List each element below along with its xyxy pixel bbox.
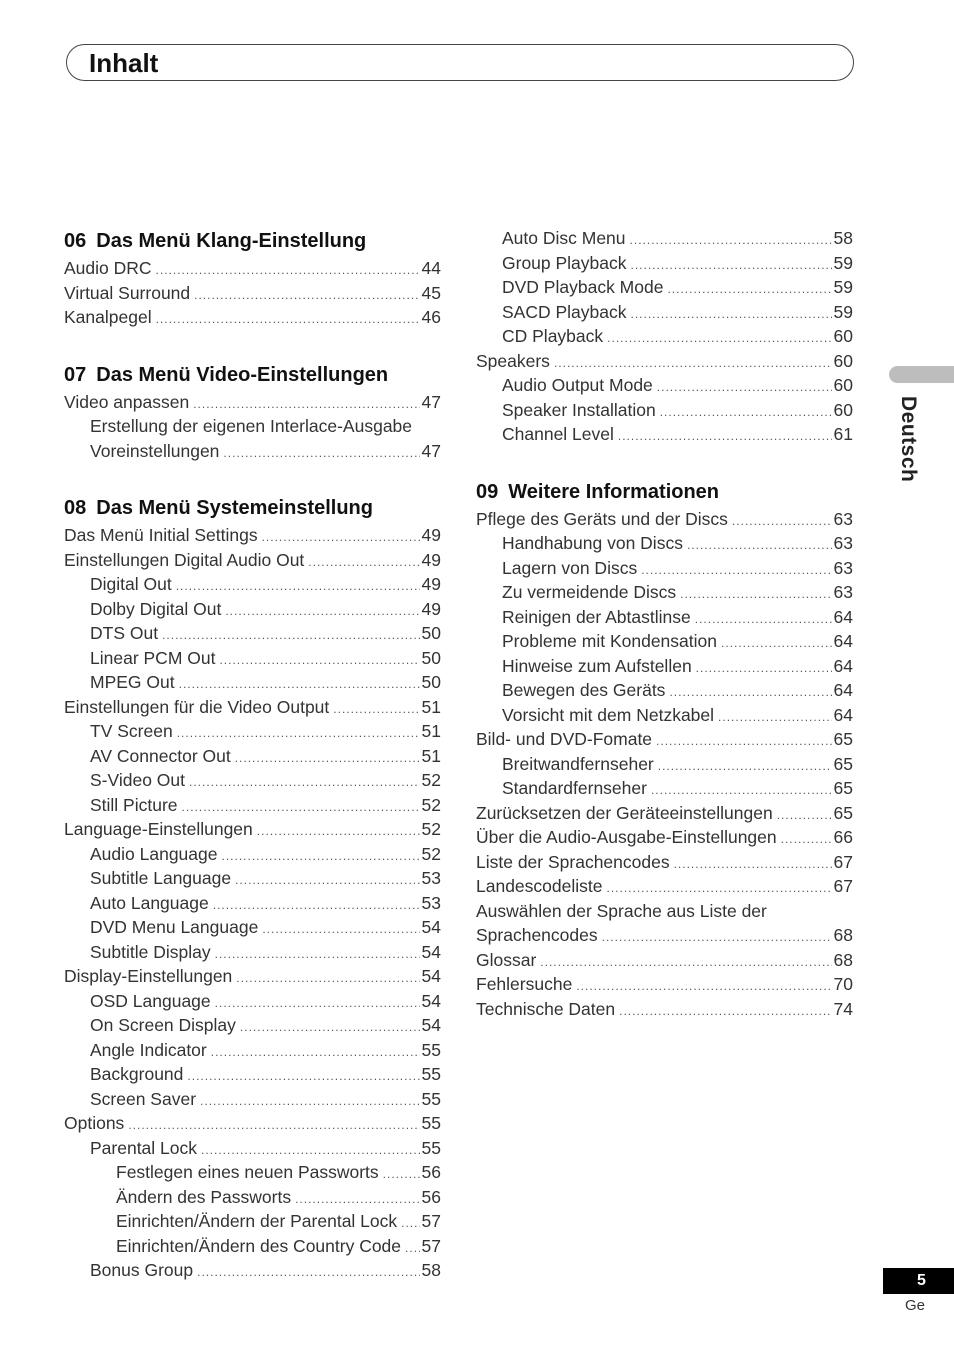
toc-entry[interactable] bbox=[476, 398, 853, 423]
toc-entry[interactable] bbox=[476, 972, 853, 997]
dot-leader bbox=[405, 1236, 420, 1261]
section-number: 07 bbox=[64, 363, 87, 386]
toc-entry-page: 61 bbox=[833, 424, 853, 444]
toc-entry-label: TV Screen bbox=[90, 721, 173, 741]
toc-entry-label: Screen Saver bbox=[90, 1088, 197, 1109]
toc-entry[interactable] bbox=[476, 580, 853, 605]
toc-entry[interactable] bbox=[476, 226, 853, 251]
toc-entry-page: 57 bbox=[421, 1235, 441, 1256]
toc-entry-page: 67 bbox=[833, 851, 853, 872]
dot-leader bbox=[554, 351, 832, 376]
toc-entry-page: 50 bbox=[421, 623, 441, 643]
language-tab-marker bbox=[889, 366, 954, 383]
dot-leader bbox=[194, 283, 419, 308]
toc-entry[interactable] bbox=[64, 1234, 441, 1259]
toc-entry[interactable] bbox=[64, 597, 441, 622]
toc-left-column bbox=[64, 226, 441, 1283]
toc-entry-label: Reinigen der Abtastlinse bbox=[502, 606, 691, 627]
toc-entry-page: 56 bbox=[421, 1186, 441, 1207]
toc-entry-label: Auto Disc Menu bbox=[502, 228, 626, 248]
toc-entry-page: 67 bbox=[833, 876, 853, 896]
toc-entry-page: 54 bbox=[421, 1015, 441, 1035]
dot-leader bbox=[201, 1138, 420, 1163]
dot-leader bbox=[156, 307, 420, 332]
toc-entry-label: Language-Einstellungen bbox=[64, 819, 253, 839]
toc-entry-label: Pflege des Geräts und der Discs bbox=[476, 508, 728, 529]
toc-entry-label: SACD Playback bbox=[502, 301, 627, 322]
toc-entry-page: 49 bbox=[421, 598, 441, 619]
toc-entry-page: 49 bbox=[421, 549, 441, 570]
toc-entry[interactable] bbox=[476, 678, 853, 703]
toc-right-column bbox=[476, 226, 853, 1021]
toc-entry-page: 49 bbox=[421, 525, 441, 545]
toc-entry-page: 54 bbox=[421, 990, 441, 1011]
toc-entry-label: Voreinstellungen bbox=[90, 440, 220, 461]
toc-entry[interactable] bbox=[476, 776, 853, 801]
dot-leader bbox=[176, 574, 420, 599]
toc-entry[interactable] bbox=[64, 439, 441, 464]
dot-leader bbox=[630, 228, 832, 253]
toc-entry-label: Einrichten/Ändern der Parental Lock bbox=[116, 1211, 398, 1231]
toc-entry[interactable] bbox=[64, 744, 441, 769]
toc-entry-page: 53 bbox=[421, 892, 441, 913]
toc-entry-page: 68 bbox=[833, 925, 853, 945]
toc-entry-label: DVD Menu Language bbox=[90, 917, 259, 937]
section-title: Das Menü Systemeinstellung bbox=[96, 497, 373, 519]
section-heading[interactable] bbox=[64, 360, 441, 390]
toc-entry-label: Technische Daten bbox=[476, 998, 616, 1019]
toc-entry-page: 64 bbox=[833, 680, 853, 700]
toc-entry-label: Erstellung der eigenen Interlace-Ausgabe bbox=[90, 416, 413, 436]
toc-entry[interactable] bbox=[64, 817, 441, 842]
dot-leader bbox=[656, 729, 831, 754]
dot-leader bbox=[179, 672, 420, 697]
toc-entry-page: 44 bbox=[421, 258, 441, 278]
dot-leader bbox=[383, 1162, 420, 1187]
toc-entry-page: 64 bbox=[833, 631, 853, 651]
toc-entry-label: Angle Indicator bbox=[90, 1039, 207, 1060]
toc-entry-label: Probleme mit Kondensation bbox=[502, 631, 717, 651]
toc-entry[interactable] bbox=[64, 891, 441, 916]
toc-entry-label: Über die Audio-Ausgabe-Einstellungen bbox=[476, 827, 777, 847]
toc-entry-page: 65 bbox=[833, 753, 853, 774]
dot-leader bbox=[156, 258, 420, 283]
toc-entry-page: 54 bbox=[421, 941, 441, 962]
toc-entry-page: 45 bbox=[421, 282, 441, 303]
page-number: 5 bbox=[883, 1268, 954, 1294]
toc-entry-label: Das Menü Initial Settings bbox=[64, 525, 258, 545]
toc-section bbox=[64, 226, 441, 330]
dot-leader bbox=[257, 819, 420, 844]
toc-entry[interactable] bbox=[64, 1136, 441, 1161]
dot-leader bbox=[660, 400, 832, 425]
toc-entry-label: Ändern des Passworts bbox=[116, 1186, 292, 1207]
section-number: 06 bbox=[64, 230, 87, 252]
dot-leader bbox=[211, 1040, 420, 1065]
toc-entry-label: Options bbox=[64, 1113, 125, 1133]
toc-entry-label: On Screen Display bbox=[90, 1015, 236, 1035]
toc-entry-page: 55 bbox=[421, 1088, 441, 1109]
toc-entry[interactable] bbox=[64, 1087, 441, 1112]
toc-entry-page: 53 bbox=[421, 868, 441, 888]
toc-entry-label: AV Connector Out bbox=[90, 745, 231, 766]
toc-entry-page: 52 bbox=[421, 794, 441, 815]
toc-entry-page: 46 bbox=[421, 307, 441, 327]
dot-leader bbox=[189, 770, 420, 795]
dot-leader bbox=[781, 827, 832, 852]
toc-entry-label: Sprachencodes bbox=[476, 925, 598, 945]
toc-entry[interactable] bbox=[64, 548, 441, 573]
toc-entry-label: Zurücksetzen der Geräteeinstellungen bbox=[476, 802, 773, 823]
toc-entry-label: Audio DRC bbox=[64, 258, 152, 278]
dot-leader bbox=[695, 607, 832, 632]
dot-leader bbox=[606, 876, 831, 901]
dot-leader bbox=[193, 392, 419, 417]
toc-entry-label: Einrichten/Ändern des Country Code bbox=[116, 1235, 402, 1256]
toc-entry-page: 51 bbox=[421, 745, 441, 766]
dot-leader bbox=[631, 302, 832, 327]
dot-leader bbox=[687, 533, 832, 558]
page-language-code: Ge bbox=[905, 1297, 926, 1314]
toc-entry-label: Subtitle Language bbox=[90, 868, 232, 888]
toc-entry-page: 55 bbox=[421, 1039, 441, 1060]
toc-entry-label: OSD Language bbox=[90, 990, 211, 1011]
dot-leader bbox=[732, 509, 832, 534]
toc-entry-page: 59 bbox=[833, 252, 853, 273]
toc-entry-page: 56 bbox=[421, 1162, 441, 1182]
toc-entry[interactable] bbox=[64, 866, 441, 891]
dot-leader bbox=[657, 375, 832, 400]
toc-entry[interactable] bbox=[64, 793, 441, 818]
toc-entry-page: 65 bbox=[833, 729, 853, 749]
dot-leader bbox=[225, 599, 419, 624]
section-number: 08 bbox=[64, 497, 87, 519]
toc-entry-label: Kanalpegel bbox=[64, 307, 152, 327]
toc-entry[interactable] bbox=[476, 948, 853, 973]
toc-entry[interactable] bbox=[64, 695, 441, 720]
toc-entry-label: Parental Lock bbox=[90, 1137, 198, 1158]
toc-entry-page: 47 bbox=[421, 391, 441, 412]
toc-entry-label: Digital Out bbox=[90, 574, 172, 594]
toc-entry-page: 63 bbox=[833, 533, 853, 553]
toc-section bbox=[64, 330, 441, 464]
toc-entry-label: DVD Playback Mode bbox=[502, 277, 664, 297]
toc-entry-label: Channel Level bbox=[502, 424, 614, 444]
dot-leader bbox=[696, 656, 832, 681]
toc-entry-label: Fehlersuche bbox=[476, 974, 573, 994]
dot-leader bbox=[128, 1113, 419, 1138]
dot-leader bbox=[333, 697, 419, 722]
toc-entry[interactable] bbox=[64, 1013, 441, 1038]
toc-entry-label: Bewegen des Geräts bbox=[502, 680, 666, 700]
toc-entry[interactable] bbox=[64, 390, 441, 415]
dot-leader bbox=[658, 754, 832, 779]
toc-entry[interactable] bbox=[64, 646, 441, 671]
dot-leader bbox=[721, 631, 832, 656]
toc-entry[interactable] bbox=[64, 1258, 441, 1283]
toc-entry-page: 58 bbox=[833, 228, 853, 248]
section-title: Weitere Informationen bbox=[508, 480, 720, 503]
toc-entry-page: 66 bbox=[833, 827, 853, 847]
dot-leader bbox=[197, 1260, 419, 1285]
toc-entry-page: 59 bbox=[833, 301, 853, 322]
toc-entry-label: Hinweise zum Aufstellen bbox=[502, 655, 692, 676]
toc-entry-label: S-Video Out bbox=[90, 770, 186, 790]
toc-entry[interactable] bbox=[476, 531, 853, 556]
toc-entry[interactable] bbox=[64, 1062, 441, 1087]
toc-entry-label: Zu vermeidende Discs bbox=[502, 582, 677, 602]
toc-entry[interactable] bbox=[64, 719, 441, 744]
toc-entry[interactable] bbox=[476, 275, 853, 300]
toc-entry-page: 64 bbox=[833, 655, 853, 676]
toc-entry[interactable] bbox=[476, 703, 853, 728]
toc-entry[interactable] bbox=[476, 654, 853, 679]
toc-entry-label: Subtitle Display bbox=[90, 941, 211, 962]
toc-entry-label: Speaker Installation bbox=[502, 399, 656, 420]
toc-entry-label: Background bbox=[90, 1064, 184, 1084]
dot-leader bbox=[235, 868, 419, 893]
toc-entry-page: 60 bbox=[833, 399, 853, 420]
dot-leader bbox=[182, 795, 420, 820]
section-number: 09 bbox=[476, 480, 499, 503]
dot-leader bbox=[618, 424, 832, 449]
dot-leader bbox=[215, 942, 420, 967]
toc-entry-page: 51 bbox=[421, 721, 441, 741]
toc-entry-label: Auto Language bbox=[90, 892, 209, 913]
toc-entry-label: Lagern von Discs bbox=[502, 557, 638, 578]
dot-leader bbox=[674, 852, 832, 877]
toc-entry-label: Breitwandfernseher bbox=[502, 753, 654, 774]
toc-entry[interactable] bbox=[64, 768, 441, 793]
dot-leader bbox=[669, 680, 831, 705]
toc-entry[interactable] bbox=[64, 305, 441, 330]
dot-leader bbox=[576, 974, 831, 999]
toc-entry-label: CD Playback bbox=[502, 326, 604, 346]
toc-entry-page: 57 bbox=[421, 1211, 441, 1231]
dot-leader bbox=[200, 1089, 420, 1114]
dot-leader bbox=[718, 705, 832, 730]
dot-leader bbox=[641, 558, 831, 583]
dot-leader bbox=[401, 1211, 419, 1236]
toc-entry-page: 52 bbox=[421, 843, 441, 864]
toc-entry[interactable] bbox=[476, 801, 853, 826]
toc-entry[interactable] bbox=[64, 414, 441, 439]
toc-entry[interactable] bbox=[64, 964, 441, 989]
toc-entry-label: Bild- und DVD-Fomate bbox=[476, 729, 653, 749]
toc-entry-page: 55 bbox=[421, 1064, 441, 1084]
toc-entry-label: Einstellungen Digital Audio Out bbox=[64, 549, 305, 570]
language-side-label: Deutsch bbox=[897, 396, 920, 483]
toc-entry[interactable] bbox=[476, 850, 853, 875]
toc-entry[interactable] bbox=[476, 605, 853, 630]
toc-entry[interactable] bbox=[476, 349, 853, 374]
toc-entry-label: Still Picture bbox=[90, 794, 178, 815]
dot-leader bbox=[308, 550, 419, 575]
toc-entry-page: 59 bbox=[833, 277, 853, 297]
toc-entry-label: Bonus Group bbox=[90, 1260, 194, 1280]
toc-entry[interactable] bbox=[476, 727, 853, 752]
toc-entry-page: 60 bbox=[833, 350, 853, 371]
toc-entry[interactable] bbox=[64, 523, 441, 548]
dot-leader bbox=[602, 925, 832, 950]
toc-entry[interactable] bbox=[476, 825, 853, 850]
toc-entry[interactable] bbox=[64, 670, 441, 695]
toc-entry-page: 49 bbox=[421, 574, 441, 594]
toc-entry-label: MPEG Out bbox=[90, 672, 175, 692]
dot-leader bbox=[177, 721, 420, 746]
toc-section bbox=[64, 463, 441, 1283]
dot-leader bbox=[777, 803, 832, 828]
toc-entry-page: 74 bbox=[833, 998, 853, 1019]
toc-entry[interactable] bbox=[64, 1185, 441, 1210]
toc-entry-page: 64 bbox=[833, 606, 853, 627]
toc-entry-page: 55 bbox=[421, 1113, 441, 1133]
toc-entry-page: 68 bbox=[833, 949, 853, 970]
toc-entry-label: Audio Language bbox=[90, 843, 218, 864]
dot-leader bbox=[651, 778, 832, 803]
toc-entry[interactable] bbox=[476, 507, 853, 532]
toc-entry-page: 63 bbox=[833, 508, 853, 529]
dot-leader bbox=[667, 277, 831, 302]
dot-leader bbox=[215, 991, 420, 1016]
toc-entry[interactable] bbox=[64, 621, 441, 646]
toc-entry[interactable] bbox=[476, 300, 853, 325]
section-heading[interactable] bbox=[476, 477, 853, 507]
section-title: Das Menü Video-Einstellungen bbox=[96, 363, 389, 386]
toc-entry[interactable] bbox=[476, 251, 853, 276]
toc-entry[interactable] bbox=[476, 422, 853, 447]
toc-entry[interactable] bbox=[476, 752, 853, 777]
toc-entry-page: 52 bbox=[421, 770, 441, 790]
toc-entry-page: 70 bbox=[833, 974, 853, 994]
toc-entry-page: 52 bbox=[421, 819, 441, 839]
toc-entry[interactable] bbox=[64, 1111, 441, 1136]
toc-entry-label: Display-Einstellungen bbox=[64, 966, 233, 986]
toc-entry-label: Handhabung von Discs bbox=[502, 533, 683, 553]
section-heading[interactable] bbox=[64, 493, 441, 523]
dot-leader bbox=[223, 441, 419, 466]
dot-leader bbox=[219, 648, 419, 673]
toc-entry-label: Linear PCM Out bbox=[90, 647, 216, 668]
toc-entry-page: 50 bbox=[421, 672, 441, 692]
dot-leader bbox=[235, 746, 420, 771]
toc-entry[interactable] bbox=[476, 923, 853, 948]
dot-leader bbox=[236, 966, 419, 991]
toc-entry-page: 65 bbox=[833, 802, 853, 823]
toc-entry-page: 55 bbox=[421, 1137, 441, 1158]
toc-entry-label: Einstellungen für die Video Output bbox=[64, 696, 330, 717]
toc-entry-label: Standardfernseher bbox=[502, 778, 647, 798]
toc-entry[interactable] bbox=[476, 373, 853, 398]
toc-entry-label: Video anpassen bbox=[64, 391, 190, 412]
toc-entry-label: DTS Out bbox=[90, 623, 159, 643]
toc-entry-label: Glossar bbox=[476, 949, 537, 970]
toc-entry-page: 60 bbox=[833, 375, 853, 395]
toc-entry-label: Virtual Surround bbox=[64, 282, 191, 303]
toc-entry-page: 51 bbox=[421, 696, 441, 717]
toc-entry[interactable] bbox=[64, 1038, 441, 1063]
dot-leader bbox=[213, 893, 420, 918]
page-title: Inhalt bbox=[89, 48, 159, 78]
toc-entry-page: 65 bbox=[833, 778, 853, 798]
dot-leader bbox=[680, 582, 831, 607]
toc-entry[interactable] bbox=[476, 324, 853, 349]
dot-leader bbox=[607, 326, 831, 351]
toc-entry-label: Dolby Digital Out bbox=[90, 598, 222, 619]
title-bar bbox=[66, 44, 854, 81]
toc-entry[interactable] bbox=[64, 940, 441, 965]
toc-entry[interactable] bbox=[64, 842, 441, 867]
toc-entry-label: Group Playback bbox=[502, 252, 627, 273]
toc-entry-label: Landescodeliste bbox=[476, 876, 603, 896]
dot-leader bbox=[619, 999, 831, 1024]
toc-entry[interactable] bbox=[64, 915, 441, 940]
toc-entry-label: Auswählen der Sprache aus Liste der bbox=[476, 900, 767, 921]
toc-entry[interactable] bbox=[476, 899, 853, 924]
dot-leader bbox=[187, 1064, 419, 1089]
toc-entry[interactable] bbox=[64, 1160, 441, 1185]
dot-leader bbox=[631, 253, 832, 278]
toc-entry-label: Vorsicht mit dem Netzkabel bbox=[502, 704, 715, 725]
dot-leader bbox=[295, 1187, 419, 1212]
dot-leader bbox=[240, 1015, 420, 1040]
toc-entry[interactable] bbox=[476, 997, 853, 1022]
toc-section bbox=[476, 447, 853, 1022]
toc-entry-label: Speakers bbox=[476, 350, 550, 371]
section-title: Das Menü Klang-Einstellung bbox=[96, 230, 367, 252]
toc-entry-page: 47 bbox=[421, 440, 441, 461]
toc-entry[interactable] bbox=[64, 256, 441, 281]
dot-leader bbox=[262, 917, 419, 942]
dot-leader bbox=[162, 623, 419, 648]
toc-entry[interactable] bbox=[476, 629, 853, 654]
toc-entry-page: 63 bbox=[833, 582, 853, 602]
toc-entry[interactable] bbox=[64, 281, 441, 306]
section-heading[interactable] bbox=[64, 226, 441, 256]
dot-leader bbox=[221, 844, 419, 869]
toc-entry-page: 54 bbox=[421, 966, 441, 986]
toc-entry[interactable] bbox=[476, 874, 853, 899]
toc-entry-label: Liste der Sprachencodes bbox=[476, 851, 670, 872]
dot-leader bbox=[262, 525, 420, 550]
toc-entry-page: 64 bbox=[833, 704, 853, 725]
toc-entry[interactable] bbox=[476, 556, 853, 581]
toc-entry-label: Audio Output Mode bbox=[502, 375, 653, 395]
toc-entry-page: 63 bbox=[833, 557, 853, 578]
toc-entry[interactable] bbox=[64, 1209, 441, 1234]
toc-entry-page: 58 bbox=[421, 1260, 441, 1280]
toc-entry[interactable] bbox=[64, 989, 441, 1014]
toc-entry[interactable] bbox=[64, 572, 441, 597]
toc-entry-page: 54 bbox=[421, 917, 441, 937]
toc-entry-page: 50 bbox=[421, 647, 441, 668]
toc-entry-label: Festlegen eines neuen Passworts bbox=[116, 1162, 379, 1182]
dot-leader bbox=[540, 950, 831, 975]
toc-entry-page: 60 bbox=[833, 326, 853, 346]
